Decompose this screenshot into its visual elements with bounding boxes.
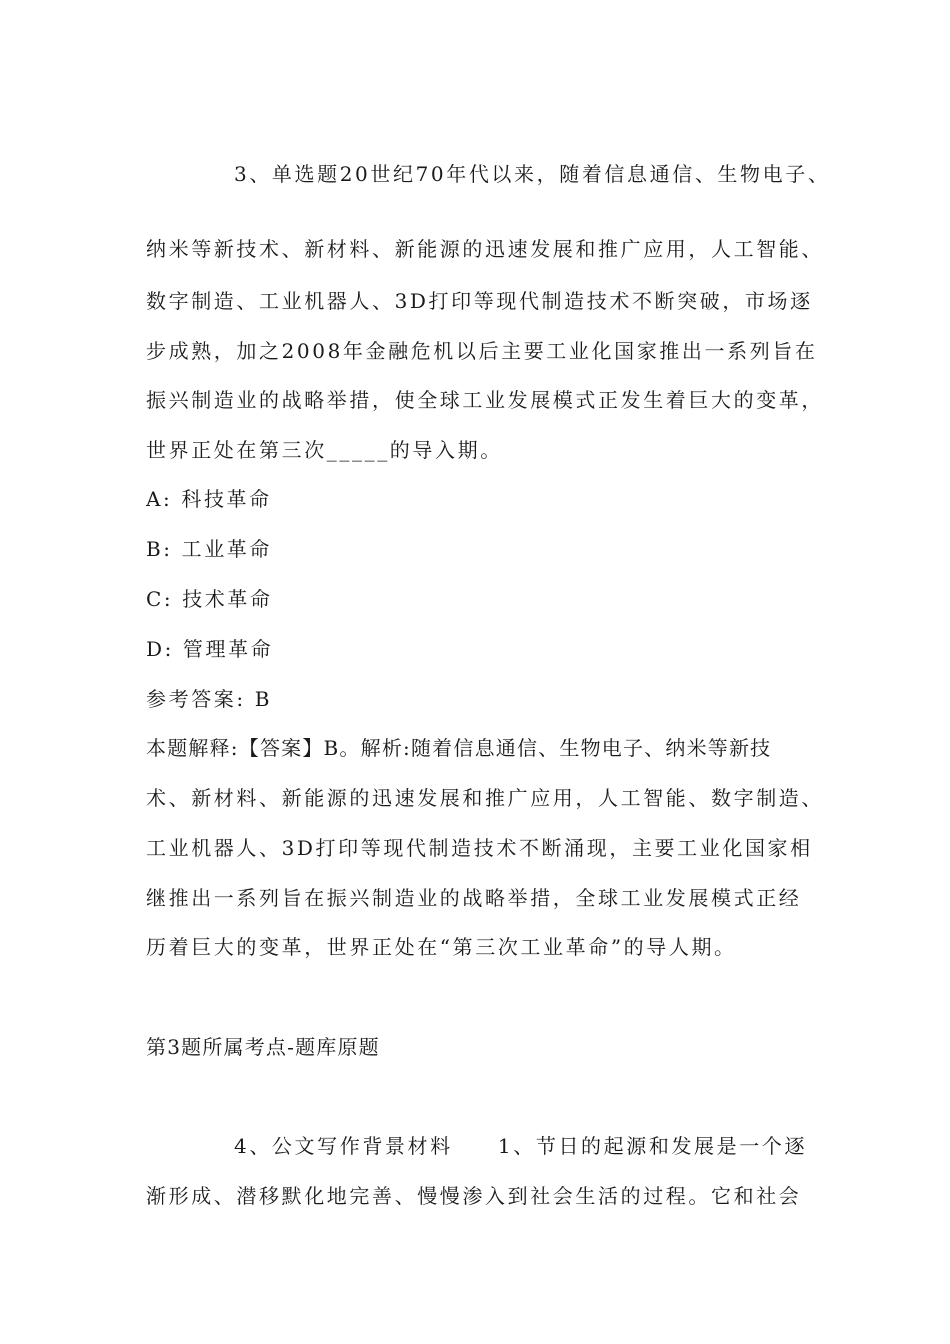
question-3-stem-line: 世界正处在第三次_____的导入期。 [146, 438, 503, 462]
option-a: A: 科技革命 [146, 487, 272, 511]
question-4-line: 渐形成、潜移默化地完善、慢慢渗入到社会生活的过程。它和社会 [146, 1184, 802, 1208]
question-3-stem-line: 步成熟，加之2008年金融危机以后主要工业化国家推出一系列旨在 [146, 339, 818, 363]
question-3-stem-line: 振兴制造业的战略举措，使全球工业发展模式正发生着巨大的变革， [146, 388, 824, 412]
question-3-stem-line: 3、单选题20世纪70年代以来，随着信息通信、生物电子、 [234, 162, 831, 186]
question-3-stem-line: 数字制造、工业机器人、3D打印等现代制造技术不断突破，市场逐 [146, 289, 813, 313]
option-c: C: 技术革命 [146, 587, 273, 611]
reference-answer: 参考答案: B [146, 687, 272, 711]
question-3-stem-line: 纳米等新技术、新材料、新能源的迅速发展和推广应用，人工智能、 [146, 237, 824, 261]
option-d: D: 管理革命 [146, 637, 274, 661]
explanation-line: 历着巨大的变革，世界正处在“第三次工业革命”的导人期。 [146, 935, 737, 959]
explanation-line: 工业机器人、3D打印等现代制造技术不断涌现，主要工业化国家相 [146, 836, 813, 860]
option-b: B: 工业革命 [146, 537, 272, 561]
explanation-line: 继推出一系列旨在振兴制造业的战略举措，全球工业发展模式正经 [146, 886, 802, 910]
explanation-line: 本题解释:【答案】B。解析:随着信息通信、生物电子、纳米等新技 [146, 736, 772, 760]
explanation-line: 术、新材料、新能源的迅速发展和推广应用，人工智能、数字制造、 [146, 786, 824, 810]
question-4-line: 4、公文写作背景材料 1、节日的起源和发展是一个逐 [234, 1134, 808, 1158]
topic-label: 第3题所属考点-题库原题 [146, 1035, 380, 1059]
